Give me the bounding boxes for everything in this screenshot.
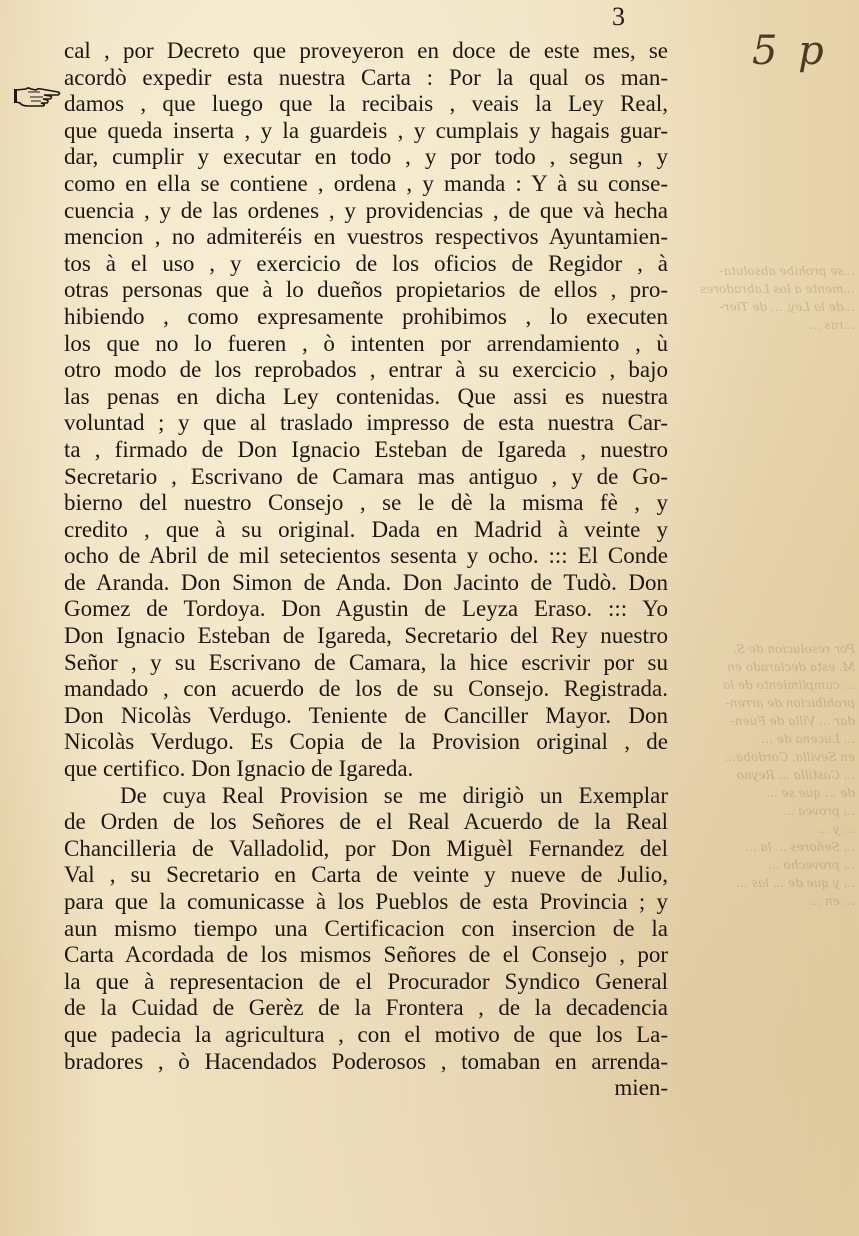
text-line: como en ella se contiene , ordena , y manda : Y à su conse- bbox=[64, 170, 668, 196]
text-line: Don Nicolàs Verdugo. Teniente de Canciller Mayor. Don bbox=[64, 702, 668, 728]
text-line: mencion , no admiteréis en vuestros respectivos Ayuntamien- bbox=[64, 224, 668, 250]
manicule-pointing-hand-icon bbox=[14, 84, 62, 108]
catchword: mien- bbox=[614, 1075, 668, 1101]
text-line: Carta Acordada de los mismos Señores de el Consejo , por bbox=[64, 942, 668, 968]
text-line: para que la comunicasse à los Pueblos de esta Provincia ; y bbox=[64, 889, 668, 914]
body-text bbox=[64, 38, 668, 1102]
text-line: de Aranda. Don Simon de Anda. Don Jacinto de Tudò. Don bbox=[64, 569, 668, 595]
paragraph-start-line: De cuya Real Provision se me dirigiò un Exemplar bbox=[120, 782, 668, 808]
text-line: de Orden de los Señores de el Real Acuerdo de la Real bbox=[64, 809, 668, 835]
text-line: la que à representacion de el Procurador Syndico General bbox=[64, 968, 668, 994]
text-line: tos à el uso , y exercicio de los oficios de Regidor , à bbox=[64, 250, 668, 276]
handwritten-margin-note: 5 p bbox=[752, 28, 828, 74]
bleed-through-text-top: ...se prohibe absoluta- ...mente a los Labradores ...de la Ley, ... de Tier- ...ras ... bbox=[700, 264, 855, 332]
bleed-through-text-middle: Por resolucion de S. M. esta declarado en ... cumplimiento de la prohibicion de arren- dar ... Villa de Fuen- ... Lucena de ... en Sevilla, Cordoba... ... Castilla ... Reyno de ... que se ... ... provea ... ... y ... ... Señores ... la ... ... provecho ... ... y que de ... las ... ... en ... bbox=[723, 642, 855, 908]
text-line: los que no lo fueren , ò intenten por arrendamiento , ù bbox=[64, 330, 668, 356]
text-line: aun mismo tiempo una Certificacion con insercion de la bbox=[64, 915, 668, 941]
text-line: otro modo de los reprobados , entrar à su exercicio , bajo bbox=[64, 357, 668, 383]
text-line: hibiendo , como expresamente prohibimos , lo executen bbox=[64, 303, 668, 329]
text-line: acordò expedir esta nuestra Carta : Por la qual os man- bbox=[64, 64, 668, 90]
text-line: cal , por Decreto que proveyeron en doce de este mes, se bbox=[64, 38, 668, 63]
page-number: 3 bbox=[612, 2, 625, 31]
text-line: Nicolàs Verdugo. Es Copia de la Provision original , de bbox=[64, 729, 668, 755]
text-line: Val , su Secretario en Carta de veinte y nueve de Julio, bbox=[64, 862, 668, 888]
text-line: que certifico. Don Ignacio de Igareda. bbox=[64, 756, 414, 782]
text-line: otras personas que à lo dueños propietarios de ellos , pro- bbox=[64, 277, 668, 303]
text-line: Chancilleria de Valladolid, por Don Miguèl Fernandez del bbox=[64, 835, 668, 861]
text-line: bierno del nuestro Consejo , se le dè la misma fè , y bbox=[64, 490, 668, 516]
text-line: voluntad ; y que al traslado impresso de esta nuestra Car- bbox=[64, 410, 668, 436]
text-line: credito , que à su original. Dada en Madrid à veinte y bbox=[64, 516, 668, 542]
text-line: Gomez de Tordoya. Don Agustin de Leyza Eraso. ::: Yo bbox=[64, 596, 668, 622]
text-line: de la Cuidad de Gerèz de la Frontera , de la decadencia bbox=[64, 995, 668, 1021]
text-line: cuencia , y de las ordenes , y providencias , de que và hecha bbox=[64, 197, 668, 223]
text-line: dar, cumplir y executar en todo , y por todo , segun , y bbox=[64, 144, 668, 170]
text-line: Secretario , Escrivano de Camara mas antiguo , y de Go- bbox=[64, 463, 668, 489]
text-line: que queda inserta , y la guardeis , y cumplais y hagais guar- bbox=[64, 117, 668, 143]
text-line: ocho de Abril de mil setecientos sesenta y ocho. ::: El Conde bbox=[64, 543, 668, 569]
text-line: damos , que luego que la recibais , veais la Ley Real, bbox=[64, 91, 668, 117]
text-line: Don Ignacio Esteban de Igareda, Secretario del Rey nuestro bbox=[64, 623, 668, 649]
text-line: mandado , con acuerdo de los de su Consejo. Registrada. bbox=[64, 676, 668, 702]
text-line: ta , firmado de Don Ignacio Esteban de Igareda , nuestro bbox=[64, 436, 668, 462]
text-line: bradores , ò Hacendados Poderosos , tomaban en arrenda- bbox=[64, 1048, 668, 1074]
text-line: las penas en dicha Ley contenidas. Que assi es nuestra bbox=[64, 383, 668, 409]
text-line: que padecia la agricultura , con el motivo de que los La- bbox=[64, 1021, 668, 1047]
text-line: Señor , y su Escrivano de Camara, la hice escrivir por su bbox=[64, 649, 668, 675]
